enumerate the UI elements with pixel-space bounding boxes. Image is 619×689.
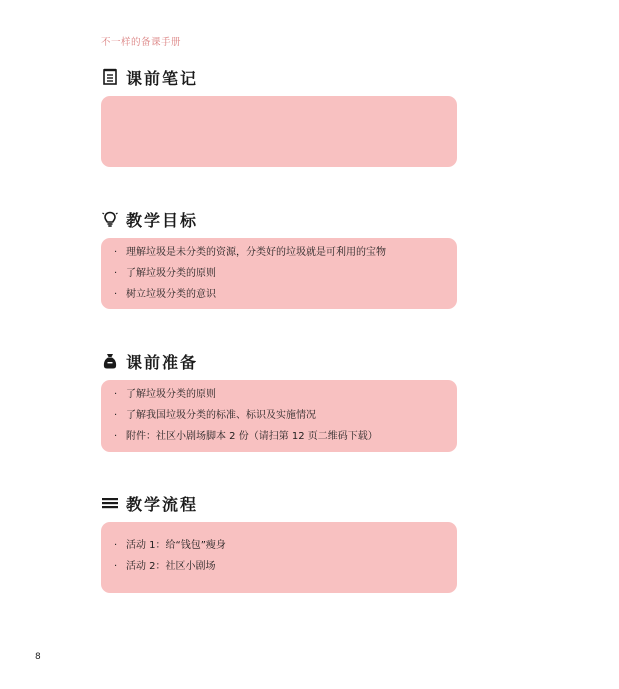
section-title: 教学目标 <box>126 210 199 230</box>
bullet: · <box>114 410 118 421</box>
section-title-row <box>101 66 198 88</box>
bullet: · <box>114 289 118 300</box>
section-title-row <box>101 492 198 514</box>
bullet: · <box>114 431 118 442</box>
list-item-text: 树立垃圾分类的意识 <box>126 289 216 300</box>
list-item <box>114 389 216 401</box>
section-title: 课前笔记 <box>126 68 199 88</box>
list-item <box>114 247 386 259</box>
section-title-row <box>101 350 198 372</box>
bag-icon <box>101 352 119 370</box>
list-item <box>114 561 216 573</box>
list-item-text: 附件：社区小剧场脚本 2 份（请扫第 12 页二维码下载） <box>126 431 378 442</box>
list-item-text: 活动 2：社区小剧场 <box>126 561 216 572</box>
bullet: · <box>114 540 118 551</box>
page-number: 8 <box>35 652 41 662</box>
section-preparation <box>101 350 457 452</box>
list-lines-icon <box>101 494 119 512</box>
list-item-text: 了解我国垃圾分类的标准、标识及实施情况 <box>126 410 316 421</box>
list-item-text: 了解垃圾分类的原则 <box>126 268 216 279</box>
section-pre-class-notes <box>101 66 457 168</box>
running-head: 不一样的备课手册 <box>101 37 182 48</box>
section-title-row <box>101 208 198 230</box>
section-title: 教学流程 <box>126 494 199 514</box>
section-teaching-process <box>101 492 457 594</box>
list-item-text: 理解垃圾是未分类的资源，分类好的垃圾就是可利用的宝物 <box>126 247 386 258</box>
preparation-box <box>101 380 457 452</box>
list-item <box>114 540 226 552</box>
list-item <box>114 289 216 301</box>
section-title: 课前准备 <box>126 352 199 372</box>
list-item <box>114 268 216 280</box>
bullet: · <box>114 561 118 572</box>
notebook-icon <box>101 68 119 86</box>
section-teaching-goals <box>101 208 457 309</box>
bullet: · <box>114 389 118 400</box>
notes-box[interactable] <box>101 96 457 167</box>
list-item-text: 了解垃圾分类的原则 <box>126 389 216 400</box>
bullet: · <box>114 247 118 258</box>
lightbulb-icon <box>101 210 119 228</box>
bullet: · <box>114 268 118 279</box>
goals-box <box>101 238 457 309</box>
list-item-text: 活动 1：给“钱包”瘦身 <box>126 540 226 551</box>
list-item <box>114 431 378 443</box>
process-box <box>101 522 457 593</box>
list-item <box>114 410 316 422</box>
